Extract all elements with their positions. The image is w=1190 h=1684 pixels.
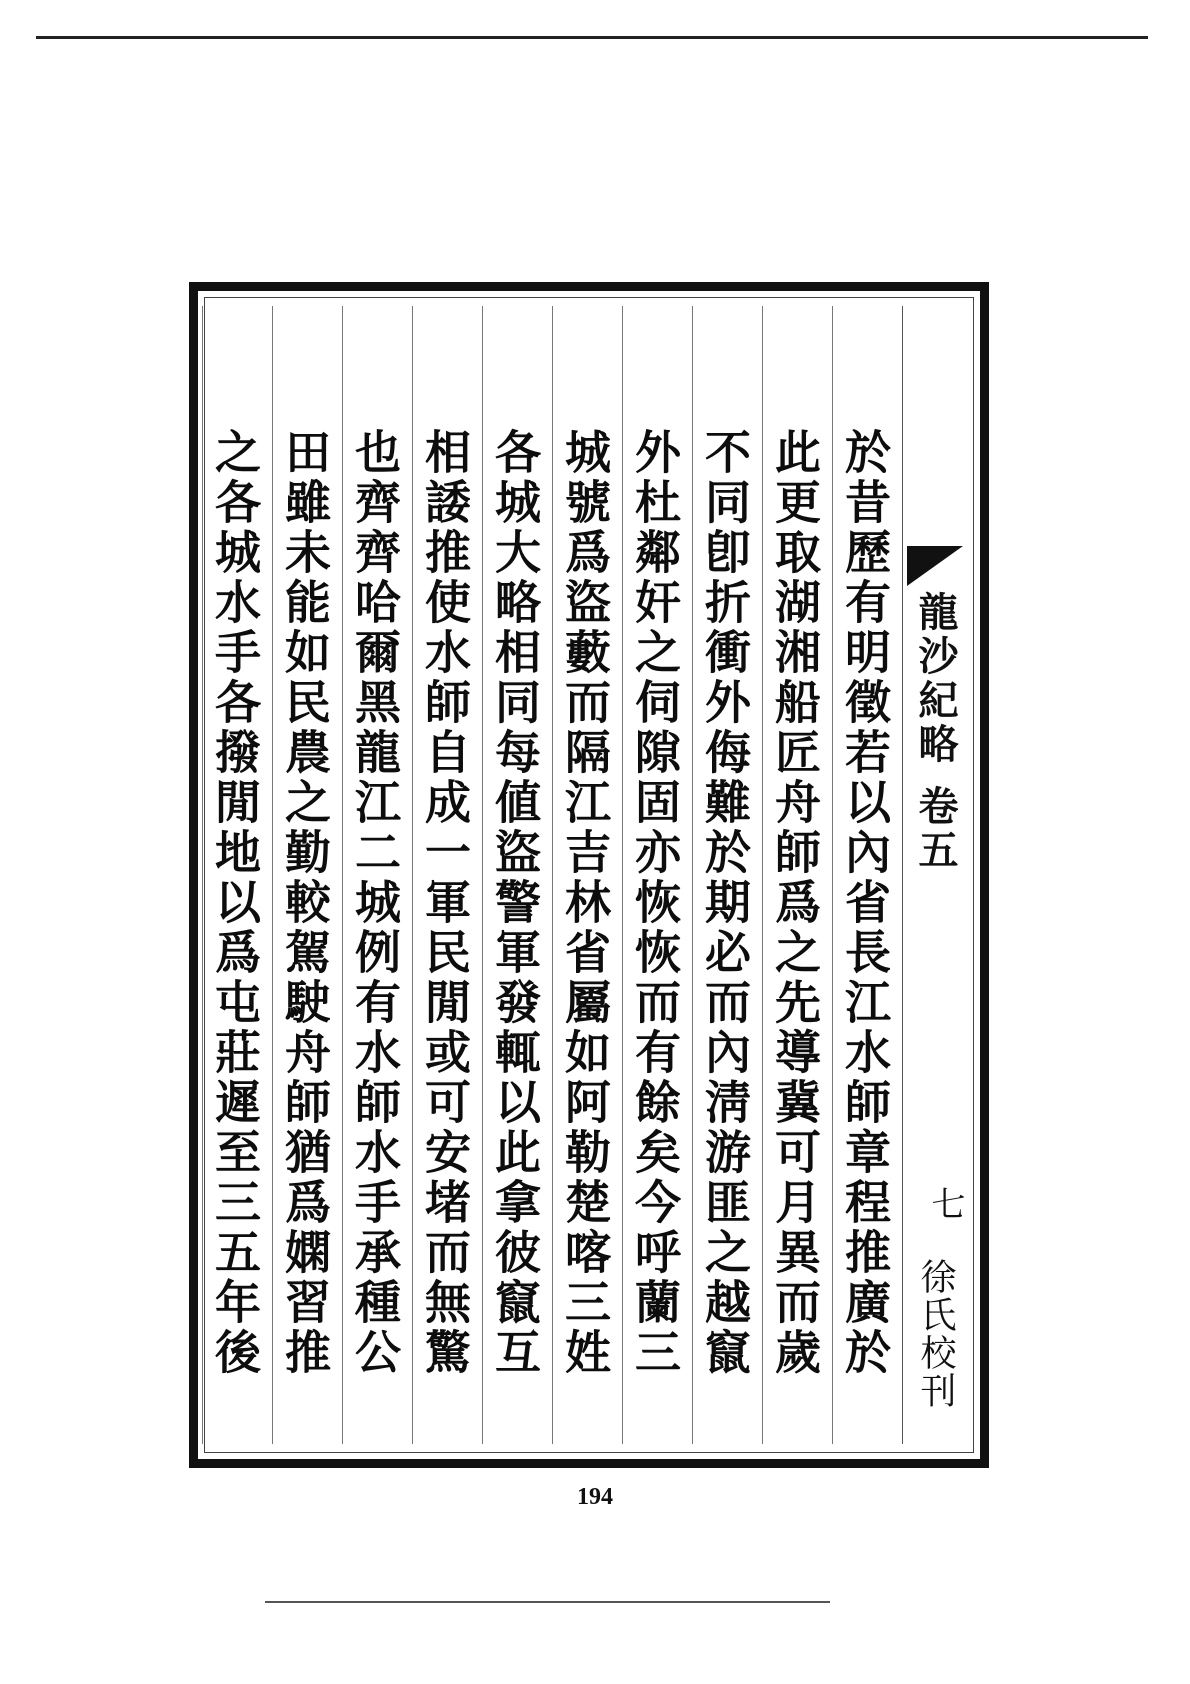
book-title: 龍沙紀略 卷五 <box>912 591 959 873</box>
inner-border <box>204 297 974 1453</box>
column-text: 城號爲盜藪而隔江吉林省屬如阿勒楚喀三姓 <box>558 428 612 1378</box>
column-text: 相諉推使水師自成一軍民閒或可安堵而無驚 <box>418 428 472 1378</box>
page-number: 194 <box>577 1484 613 1510</box>
press-label: 徐氏校刊 <box>915 1258 956 1410</box>
text-column-6 <box>482 306 547 1444</box>
top-scan-rule <box>36 36 1148 39</box>
column-text: 此更取湖湘船匠舟師爲之先導冀可月異而歲 <box>768 428 822 1378</box>
column-text: 不同卽折衝外侮難於期必而內淸游匪之越竄 <box>698 428 752 1378</box>
column-text: 於昔歷有明徵若以內省長江水師章程推廣於 <box>838 428 892 1378</box>
column-text: 各城大略相同每値盜警軍發輒以此拿彼竄互 <box>488 428 542 1378</box>
text-column-9 <box>272 306 337 1444</box>
text-column-4 <box>622 306 687 1444</box>
text-column-7 <box>412 306 477 1444</box>
text-column-3 <box>692 306 757 1444</box>
folio-number: 七 <box>925 1186 965 1220</box>
column-text: 田雖未能如民農之勤較駕駛舟師猶爲嫻習推 <box>278 428 332 1378</box>
bottom-scan-rule <box>265 1601 830 1603</box>
column-text: 也齊齊哈爾黑龍江二城例有水師水手承種公 <box>348 428 402 1378</box>
text-column-2 <box>762 306 827 1444</box>
text-column-8 <box>342 306 407 1444</box>
column-text: 外杜鄰奸之伺隙固亦恢恢而有餘矣今呼蘭三 <box>628 428 682 1378</box>
banner-column <box>902 306 967 1444</box>
fish-tail-mark <box>907 546 963 586</box>
page-frame <box>189 282 989 1468</box>
text-column-1 <box>832 306 897 1444</box>
text-column-10 <box>202 306 267 1444</box>
text-column-5 <box>552 306 617 1444</box>
column-text: 之各城水手各撥閒地以爲屯莊遲至三五年後 <box>208 428 262 1378</box>
